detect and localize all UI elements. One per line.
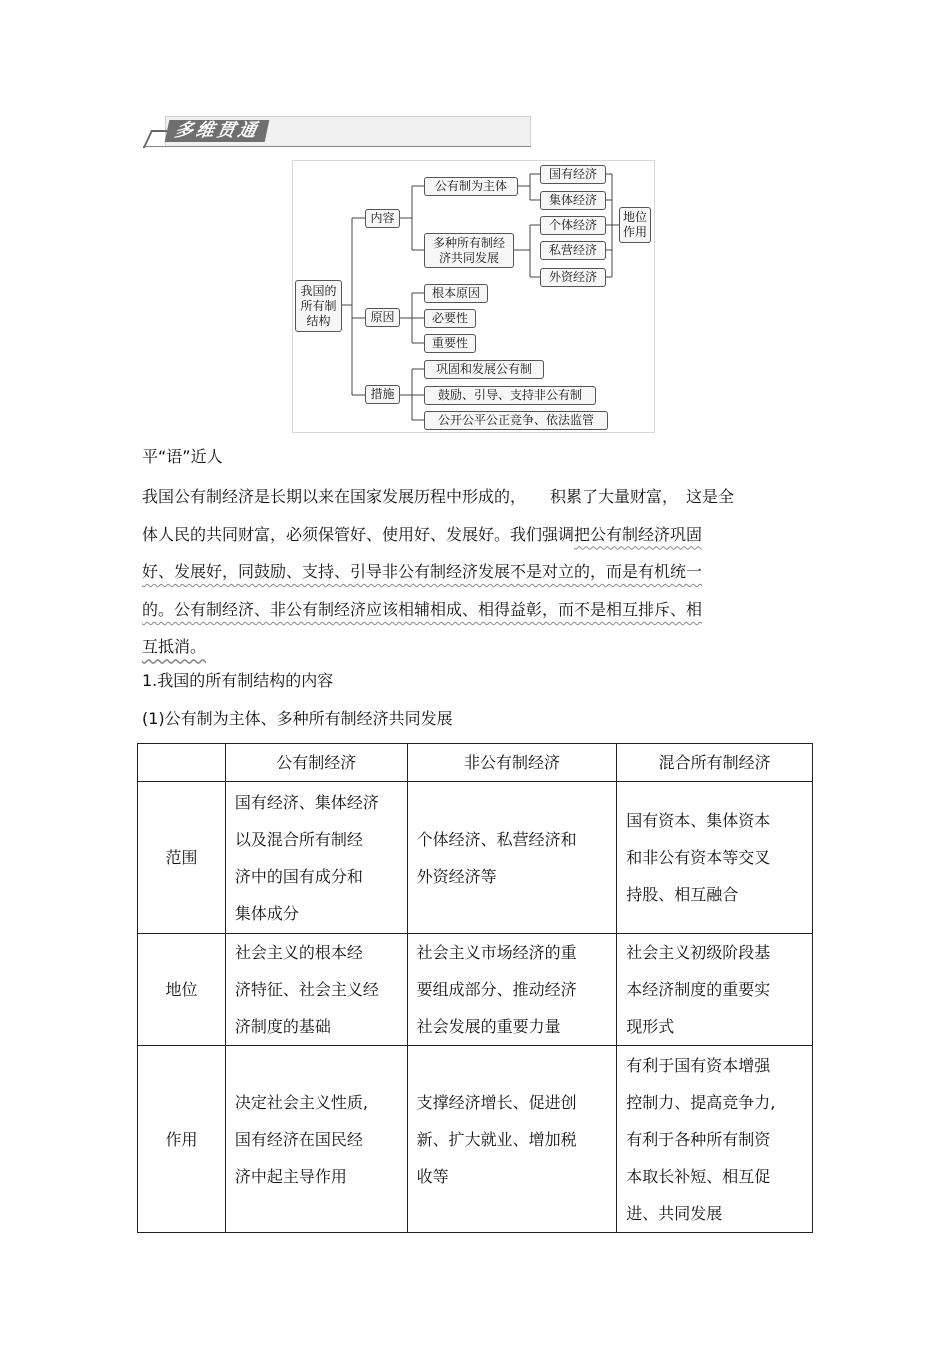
diagram-item-multiple-ownership: 多种所有制经济共同发展	[424, 233, 514, 268]
diagram-measure-consolidate: 巩固和发展公有制	[424, 360, 544, 379]
diagram-collective-economy: 集体经济	[540, 191, 606, 210]
paragraph-emphasis: 的。公有制经济、非公有制经济应该相辅相成、相得益彰，而不是相互排斥、相	[142, 599, 703, 619]
table-header-corner	[138, 744, 226, 782]
diagram-private-economy: 私营经济	[540, 241, 606, 260]
table-cell: 社会主义市场经济的重 要组成部分、推动经济 社会发展的重要力量	[407, 934, 617, 1046]
diagram-branch-measure: 措施	[365, 385, 400, 404]
paragraph-emphasis: 把公有制经济巩固	[574, 524, 703, 544]
table-cell: 国有经济、集体经济 以及混合所有制经 济中的国有成分和 集体成分	[225, 782, 407, 934]
diagram-individual-economy: 个体经济	[540, 216, 606, 235]
row-label-function: 作用	[138, 1046, 226, 1233]
table-row-function	[138, 1046, 813, 1233]
banner-title: 多维贯通	[165, 120, 270, 142]
paragraph-line	[142, 591, 814, 629]
paragraph-line	[142, 478, 814, 516]
diagram-measure-encourage: 鼓励、引导、支持非公有制	[424, 386, 596, 405]
banner-rule	[143, 146, 531, 147]
table-header-row	[138, 744, 813, 782]
table-row-status	[138, 934, 813, 1046]
ownership-structure-diagram	[292, 160, 655, 433]
section-heading-1: 1.我国的所有制结构的内容	[142, 671, 334, 690]
paragraph-line	[142, 516, 814, 554]
section-heading-2: (1)公有制为主体、多种所有制经济共同发展	[142, 709, 453, 728]
diagram-reason-importance: 重要性	[424, 334, 476, 353]
paragraph-text: 我国公有制经济是长期以来在国家发展历程中形成的， 积累了大量财富， 这是全	[142, 487, 735, 506]
diagram-role-node: 地位作用	[619, 207, 651, 243]
row-label-scope: 范围	[138, 782, 226, 934]
paragraph-emphasis: 好、发展好，同鼓励、支持、引导非公有制经济发展不是对立的，而是有机统一	[142, 562, 703, 582]
row-label-status: 地位	[138, 934, 226, 1046]
table-cell: 社会主义的根本经 济特征、社会主义经 济制度的基础	[225, 934, 407, 1046]
ownership-comparison-table	[137, 743, 813, 1233]
table-row-scope	[138, 782, 813, 934]
diagram-reason-fundamental: 根本原因	[424, 284, 488, 303]
paragraph-line	[142, 553, 814, 591]
paragraph-line	[142, 628, 814, 666]
table-cell: 社会主义初级阶段基 本经济制度的重要实 现形式	[617, 934, 813, 1046]
table-header-nonpublic: 非公有制经济	[407, 744, 617, 782]
table-cell: 个体经济、私营经济和 外资经济等	[407, 782, 617, 934]
diagram-state-economy: 国有经济	[540, 165, 606, 184]
paragraph-emphasis: 互抵消。	[142, 637, 207, 657]
section-banner	[143, 116, 531, 148]
paragraph-text: 体人民的共同财富，必须保管好、使用好、发展好。我们强调	[142, 524, 575, 544]
diagram-item-public-dominant: 公有制为主体	[424, 177, 518, 196]
table-cell: 支撑经济增长、促进创 新、扩大就业、增加税 收等	[407, 1046, 617, 1233]
diagram-branch-reason: 原因	[365, 308, 400, 327]
diagram-measure-competition: 公开公平公正竞争、依法监管	[424, 411, 608, 430]
table-header-mixed: 混合所有制经济	[617, 744, 813, 782]
diagram-reason-necessity: 必要性	[424, 309, 476, 328]
table-cell: 国有资本、集体资本 和非公有资本等交叉 持股、相互融合	[617, 782, 813, 934]
diagram-root-node: 我国的所有制结构	[295, 280, 342, 332]
quote-subheading: 平“语”近人	[142, 447, 223, 466]
diagram-branch-content: 内容	[365, 209, 400, 228]
table-cell: 决定社会主义性质, 国有经济在国民经 济中起主导作用	[225, 1046, 407, 1233]
quote-paragraph	[142, 478, 814, 666]
table-cell: 有利于国有资本增强 控制力、提高竞争力, 有利于各种所有制资 本取长补短、相互促 进、共同发展	[617, 1046, 813, 1233]
diagram-foreign-economy: 外资经济	[540, 268, 606, 287]
table-header-public: 公有制经济	[225, 744, 407, 782]
